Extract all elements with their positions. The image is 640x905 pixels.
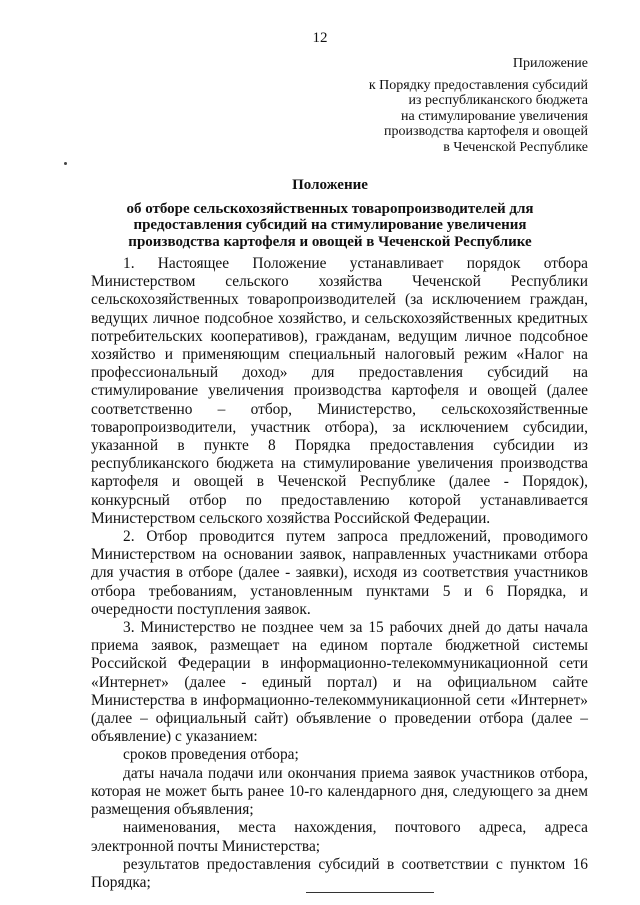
list-item-contacts: наименования, места нахождения, почтового адреса, адреса электронной почты Министерства; xyxy=(91,819,588,855)
appendix-note xyxy=(369,56,588,155)
paragraph-3: 3. Министерство не позднее чем за 15 рабочих дней до даты начала приема заявок, размещает на едином портале бюджетной системы Российской Федерации в информационно-телекоммуникационной сети «Интернет» (далее - единый портал) и на официальном сайте Министерства в информационно-телекоммуникационной сети «Интернет» (далее – официальный сайт) объявление о проведении отбора (далее – объявление) с указанием: xyxy=(91,619,588,746)
appendix-line: к Порядку предоставления субсидий xyxy=(368,77,588,93)
paragraph-2: 2. Отбор проводится путем запроса предложений, проводимого Министерством на основании заявок, направленных участниками отбора для участия в отборе (далее - заявки), исходя из соответствия участников отбора требованиям, установленным пунктами 5 и 6 Порядка, и очередности поступления заявок. xyxy=(91,528,588,618)
list-item-dates: даты начала подачи или окончания приема заявок участников отбора, которая не может быть ранее 10-го календарного дня, следующего за днем размещения объявления; xyxy=(91,764,588,819)
margin-dot xyxy=(64,162,67,165)
bottom-divider xyxy=(306,892,434,893)
appendix-line: производства картофеля и овощей xyxy=(384,124,588,139)
document-title xyxy=(110,177,550,250)
appendix-line: на стимулирование увеличения xyxy=(401,108,588,124)
title-subline: об отборе сельскохозяйственных товаропроизводителей для xyxy=(126,200,534,217)
list-item-results: результатов предоставления субсидий в соответствии с пунктом 16 Порядка; xyxy=(91,855,588,891)
appendix-heading: Приложение xyxy=(512,56,588,71)
appendix-line: в Чеченской Республике xyxy=(443,139,588,155)
appendix-line: из республиканского бюджета xyxy=(408,93,588,108)
list-item-terms: сроков проведения отбора; xyxy=(123,746,299,764)
paragraph-1: 1. Настоящее Положение устанавливает порядок отбора Министерством сельского хозяйства Чеченской Республики сельскохозяйственных товаропроизводителей (за исключением граждан, ведущих личное подсобное хозяйство, и сельскохозяйственных кредитных потребительских кооперативов), гражданам, ведущим личное подсобное хозяйство и применяющим специальный налоговый режим «Налог на профессиональный доход» для предоставления субсидий на стимулирование увеличения производства картофеля и овощей (далее соответственно – отбор, Министерство, сельскохозяйственные товаропроизводители, участник отбора), за исключением субсидии, указанной в пункте 8 Порядка предоставления субсидии из республиканского бюджета на стимулирование увеличения производства картофеля и овощей в Чеченской Республике (далее - Порядок), конкурсный отбор по предоставлению которой устанавливается Министерством сельского хозяйства Российской Федерации. xyxy=(91,255,588,527)
title-subline: предоставления субсидий на стимулирование увеличения xyxy=(133,217,527,233)
page-number: 12 xyxy=(312,30,328,46)
document-body xyxy=(91,255,588,892)
title-subline: производства картофеля и овощей в Чеченской Республике xyxy=(128,233,532,250)
title-main: Положение xyxy=(292,177,368,193)
